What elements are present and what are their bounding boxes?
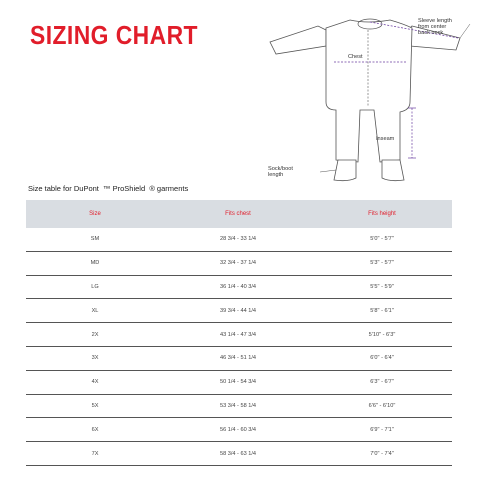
cell-fits-chest: 58 3/4 - 63 1/4 (219, 450, 257, 457)
table-row (26, 395, 452, 419)
cell-fits-height: 7'0" - 7'4" (370, 450, 394, 457)
size-table (26, 200, 452, 466)
table-row (26, 442, 452, 466)
cell-size: MD (90, 260, 100, 267)
table-row (26, 347, 452, 371)
sock-boot-length-label-2: length (268, 172, 284, 178)
sock-boot-length-label: Sock/boot (268, 166, 293, 172)
cell-fits-chest: 28 3/4 - 33 1/4 (219, 236, 257, 243)
table-row (26, 323, 452, 347)
caption-text: Size table for DuPont (28, 184, 99, 193)
table-row (26, 299, 452, 323)
cell-fits-height: 5'5" - 5'9" (370, 283, 394, 290)
page-title: SIZING CHART (30, 20, 198, 50)
cell-size: SM (90, 236, 100, 243)
table-row (26, 228, 452, 252)
header-fits-height: Fits height (368, 211, 396, 217)
cell-fits-chest: 53 3/4 - 58 1/4 (219, 402, 257, 409)
table-row (26, 276, 452, 300)
cell-fits-height: 6'0" - 6'4" (370, 355, 394, 362)
cell-size: 7X (91, 450, 99, 457)
table-row (26, 371, 452, 395)
table-caption (28, 184, 188, 193)
cell-fits-chest: 39 3/4 - 44 1/4 (219, 307, 257, 314)
caption-suffix: ® garments (145, 184, 189, 193)
cell-size: XL (91, 307, 99, 314)
cell-fits-chest: 56 1/4 - 60 3/4 (219, 426, 257, 433)
sleeve-length-label: Sleeve length (418, 18, 452, 24)
cell-fits-height: 5'8" - 6'1" (370, 307, 394, 314)
cell-size: LG (91, 283, 99, 290)
cell-fits-height: 6'6" - 6'10" (368, 402, 396, 409)
cell-fits-chest: 36 1/4 - 40 3/4 (219, 283, 257, 290)
cell-size: 2X (91, 331, 99, 338)
inseam-label: Inseam (376, 136, 395, 142)
cell-fits-height: 5'10" - 6'3" (368, 331, 396, 338)
table-row (26, 252, 452, 276)
caption-brand: ™ ProShield (98, 184, 146, 193)
cell-fits-height: 5'3" - 5'7" (370, 260, 394, 267)
cell-size: 4X (91, 379, 99, 386)
header-fits-chest: Fits chest (225, 211, 251, 217)
cell-size: 3X (91, 355, 99, 362)
cell-fits-chest: 46 3/4 - 51 1/4 (219, 355, 257, 362)
cell-size: 5X (91, 402, 99, 409)
sleeve-length-label-2: from center (418, 24, 447, 30)
cell-fits-chest: 50 1/4 - 54 3/4 (219, 379, 257, 386)
cell-fits-chest: 32 3/4 - 37 1/4 (219, 260, 257, 267)
coverall-diagram (260, 10, 480, 185)
coverall-illustration (260, 10, 480, 185)
cell-fits-chest: 43 1/4 - 47 3/4 (219, 331, 257, 338)
cell-fits-height: 6'3" - 6'7" (370, 379, 394, 386)
chest-label: Chest (348, 54, 363, 60)
cell-fits-height: 6'9" - 7'1" (370, 426, 394, 433)
table-header (26, 200, 452, 228)
table-row (26, 418, 452, 442)
coverall-outline (270, 20, 460, 181)
cell-size: 6X (91, 426, 99, 433)
cell-fits-height: 5'0" - 5'7" (370, 236, 394, 243)
header-size: Size (89, 211, 101, 217)
sleeve-length-label-3: back neck (418, 30, 444, 36)
